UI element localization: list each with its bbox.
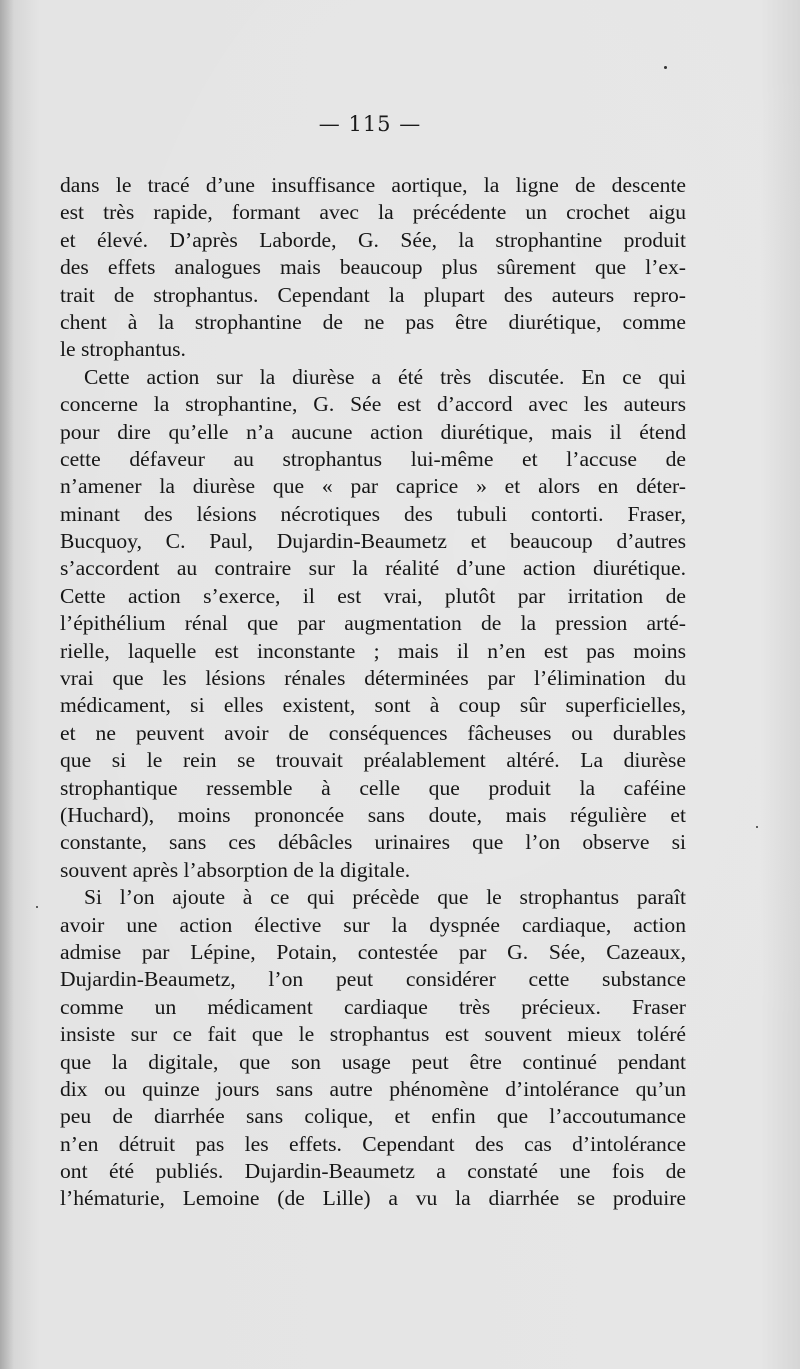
text-line: que la digitale, que son usage peut être continué pendant	[60, 1049, 686, 1074]
ink-speck	[36, 906, 38, 908]
text-line: avoir une action élective sur la dyspnée cardiaque, action	[60, 912, 686, 937]
text-line: et élevé. D’après Laborde, G. Sée, la strophantine produit	[60, 227, 686, 252]
text-line: vrai que les lésions rénales déterminées par l’élimination du	[60, 666, 686, 691]
text-line: Cette action sur la diurèse a été très discutée. En ce qui	[84, 364, 686, 389]
text-line: le strophantus.	[60, 337, 186, 362]
text-line: Si l’on ajoute à ce qui précède que le strophantus paraît	[84, 885, 686, 910]
text-line: des effets analogues mais beaucoup plus sûrement que l’ex-	[60, 255, 686, 280]
text-line: minant des lésions nécrotiques des tubuli contorti. Fraser,	[60, 501, 686, 526]
text-line: Bucquoy, C. Paul, Dujardin-Beaumetz et beaucoup d’autres	[60, 529, 686, 554]
text-line: que si le rein se trouvait préalablement altéré. La diurèse	[60, 748, 686, 773]
ink-speck	[664, 66, 667, 69]
page-number: — 115 —	[318, 112, 422, 136]
text-line: s’accordent au contraire sur la réalité d’une action diurétique.	[60, 556, 686, 581]
text-line: médicament, si elles existent, sont à coup sûr superficielles,	[60, 693, 686, 718]
text-line: (Huchard), moins prononcée sans doute, mais régulière et	[60, 802, 686, 827]
text-line: rielle, laquelle est inconstante ; mais il n’en est pas moins	[60, 638, 686, 663]
text-line: dans le tracé d’une insuffisance aortique, la ligne de descente	[60, 173, 686, 197]
text-line: pour dire qu’elle n’a aucune action diurétique, mais il étend	[60, 419, 686, 444]
text-line: peu de diarrhée sans colique, et enfin que l’accoutumance	[60, 1104, 686, 1129]
text-line: l’épithélium rénal que par augmentation de la pression arté-	[60, 611, 686, 636]
body-text	[60, 172, 686, 1213]
text-line: cette défaveur au strophantus lui-même et l’accuse de	[60, 446, 686, 471]
text-line: Dujardin-Beaumetz, l’on peut considérer cette substance	[60, 967, 686, 992]
text-line: insiste sur ce fait que le strophantus est souvent mieux toléré	[60, 1022, 686, 1047]
text-line: souvent après l’absorption de la digitale.	[60, 857, 411, 882]
text-line: est très rapide, formant avec la précédente un crochet aigu	[60, 200, 686, 225]
text-line: strophantique ressemble à celle que produit la caféine	[60, 775, 686, 800]
text-line: chent à la strophantine de ne pas être diurétique, comme	[60, 309, 686, 334]
text-line: n’en détruit pas les effets. Cependant des cas d’intolérance	[60, 1131, 686, 1156]
text-line: ont été publiés. Dujardin-Beaumetz a constaté une fois de	[60, 1159, 686, 1184]
text-line: concerne la strophantine, G. Sée est d’accord avec les auteurs	[60, 392, 686, 417]
text-line: dix ou quinze jours sans autre phénomène d’intolérance qu’un	[60, 1076, 686, 1101]
text-line: constante, sans ces débâcles urinaires que l’on observe si	[60, 830, 686, 855]
text-line: l’hématurie, Lemoine (de Lille) a vu la diarrhée se produire	[60, 1186, 686, 1211]
text-line: n’amener la diurèse que « par caprice » et alors en déter-	[60, 474, 686, 499]
text-line: Cette action s’exerce, il est vrai, plutôt par irritation de	[60, 583, 686, 608]
text-line: comme un médicament cardiaque très précieux. Fraser	[60, 994, 686, 1019]
text-line: admise par Lépine, Potain, contestée par G. Sée, Cazeaux,	[60, 939, 686, 964]
text-line: et ne peuvent avoir de conséquences fâcheuses ou durables	[60, 720, 686, 745]
spine-shadow	[0, 0, 14, 1369]
ink-speck	[756, 826, 758, 828]
text-line: trait de strophantus. Cependant la plupart des auteurs repro-	[60, 282, 686, 307]
